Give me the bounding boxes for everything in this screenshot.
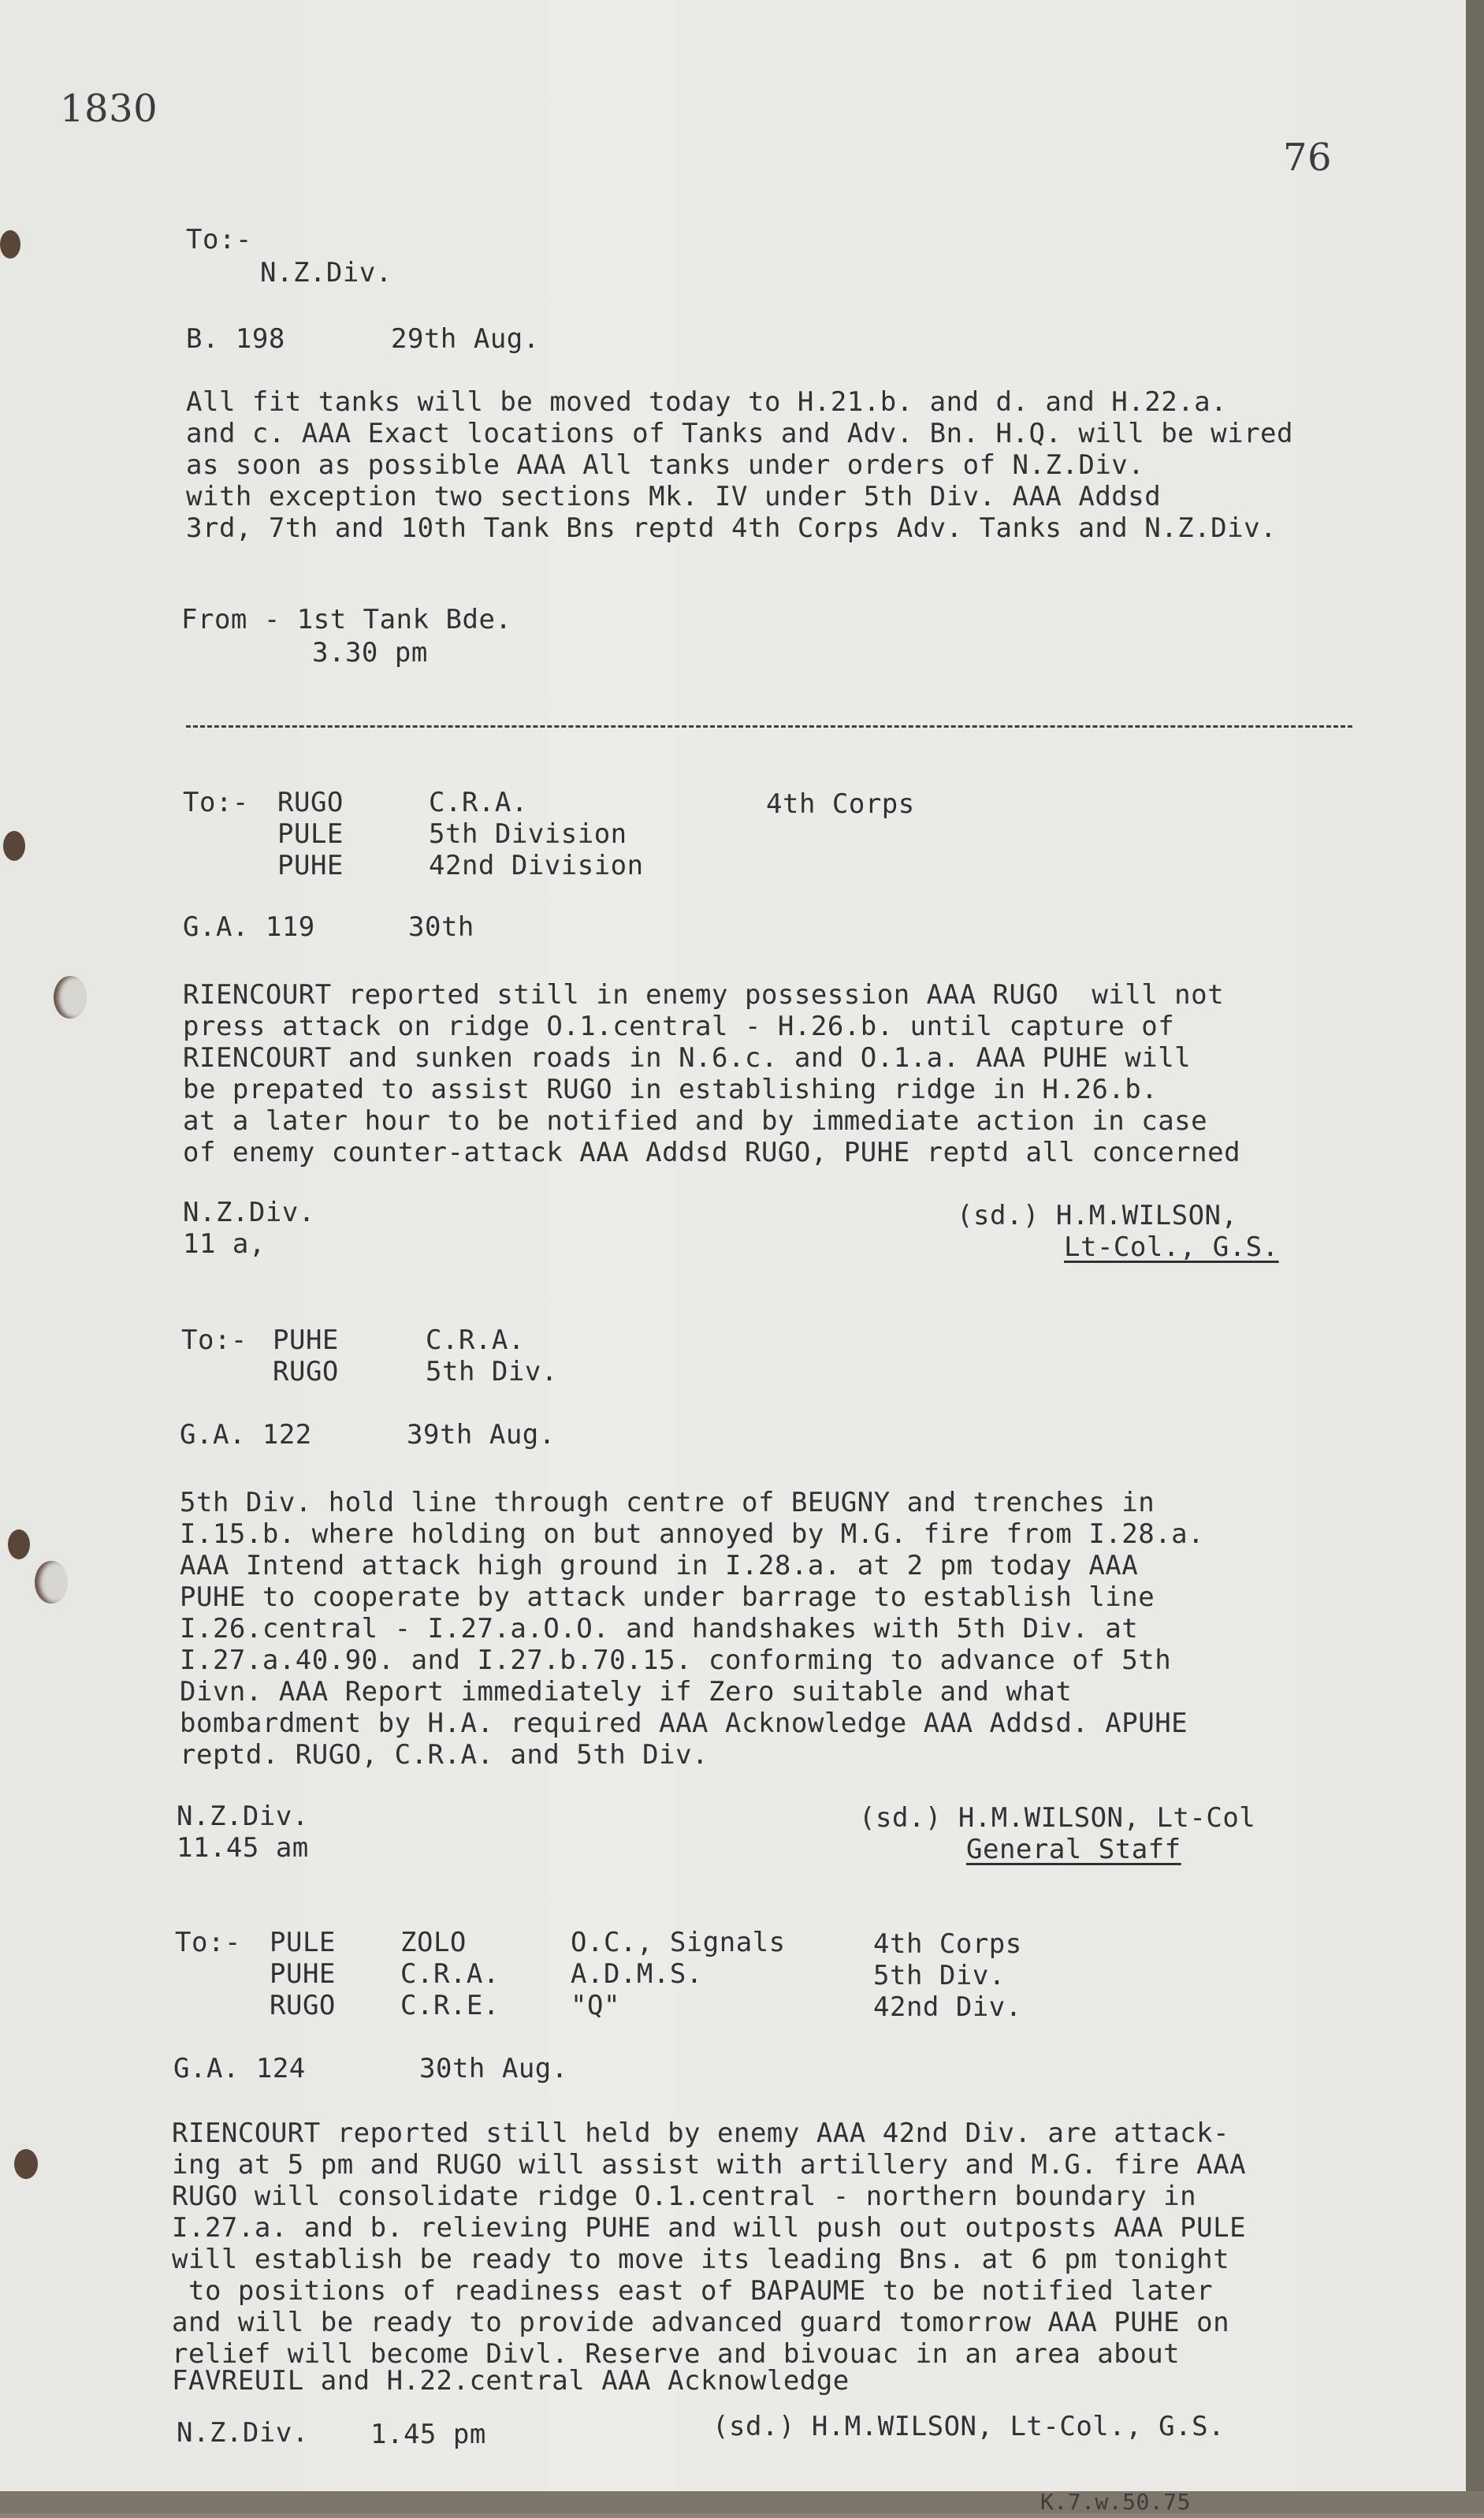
underlying-page-strip <box>0 2491 1484 2513</box>
addressee: C.R.A. <box>429 787 528 818</box>
body-line: reptd. RUGO, C.R.A. and 5th Div. <box>180 1739 709 1771</box>
body-line: and c. AAA Exact locations of Tanks and Adv. Bn. H.Q. will be wired <box>186 418 1293 449</box>
addressee: PULE <box>270 1927 336 1958</box>
body-line: I.26.central - I.27.a.O.O. and handshakes with 5th Div. at <box>180 1613 1139 1645</box>
punch-hole <box>8 1529 30 1559</box>
message-time: 1.45 pm <box>370 2419 486 2450</box>
signature: (sd.) H.M.WILSON, Lt-Col <box>859 1802 1256 1834</box>
body-line: PUHE to cooperate by attack under barrage to establish line <box>180 1581 1155 1613</box>
to-label: To:- <box>186 224 252 255</box>
message-date: 39th Aug. <box>407 1419 556 1451</box>
body-line: Divn. AAA Report immediately if Zero suitable and what <box>180 1676 1073 1708</box>
body-line: 3rd, 7th and 10th Tank Bns reptd 4th Corps Adv. Tanks and N.Z.Div. <box>186 512 1278 544</box>
addressee: PULE <box>277 818 344 850</box>
message-number: G.A. 122 <box>180 1419 312 1451</box>
origin: N.Z.Div. <box>177 1801 309 1832</box>
body-line: All fit tanks will be moved today to H.21.b. and d. and H.22.a. <box>186 386 1228 418</box>
body-line: AAA Intend attack high ground in I.28.a. at 2 pm today AAA <box>180 1550 1139 1581</box>
body-line: I.27.a.40.90. and I.27.b.70.15. conforming to advance of 5th <box>180 1645 1172 1676</box>
body-line: RIENCOURT and sunken roads in N.6.c. and O.1.a. AAA PUHE will <box>183 1042 1192 1074</box>
addressee: O.C., Signals <box>571 1927 786 1958</box>
message-number: G.A. 119 <box>183 911 315 943</box>
body-line: with exception two sections Mk. IV under 5th Div. AAA Addsd <box>186 481 1162 512</box>
body-line: 5th Div. hold line through centre of BEUGNY and trenches in <box>180 1487 1155 1518</box>
page-number: 76 <box>1283 136 1333 180</box>
from-line: From - 1st Tank Bde. <box>181 604 512 635</box>
addressee: PUHE <box>273 1324 339 1356</box>
to-label: To:- <box>183 787 249 818</box>
addressee: 5th Div. <box>873 1960 1006 1991</box>
addressee: PUHE <box>270 1958 336 1990</box>
origin: N.Z.Div. <box>183 1197 315 1228</box>
body-line: RUGO will consolidate ridge O.1.central - northern boundary in <box>172 2181 1197 2212</box>
body-line: at a later hour to be notified and by immediate action in case <box>183 1105 1208 1137</box>
addressee: C.R.A. <box>400 1958 500 1990</box>
body-line: press attack on ridge O.1.central - H.26.b. until capture of <box>183 1011 1175 1042</box>
body-line: I.27.a. and b. relieving PUHE and will push out outposts AAA PULE <box>172 2212 1247 2244</box>
addressee: C.R.E. <box>400 1990 500 2021</box>
punch-hole <box>14 2149 38 2179</box>
signature-rank: Lt-Col., G.S. <box>1064 1231 1279 1263</box>
message-date: 29th Aug. <box>391 323 540 355</box>
addressee: 42nd Div. <box>873 1991 1022 2023</box>
addressee: RUGO <box>270 1990 336 2021</box>
body-line: I.15.b. where holding on but annoyed by M.G. fire from I.28.a. <box>180 1518 1205 1550</box>
archive-folio-number: 1830 <box>60 87 158 131</box>
message-date: 30th Aug. <box>419 2053 568 2084</box>
signature: (sd.) H.M.WILSON, <box>957 1200 1238 1231</box>
body-line: be prepated to assist RUGO in establishing ridge in H.26.b. <box>183 1074 1159 1105</box>
body-line: FAVREUIL and H.22.central AAA Acknowledge <box>172 2365 850 2397</box>
body-line: and will be ready to provide advanced guard tomorrow AAA PUHE on <box>172 2307 1230 2338</box>
message-time: 3.30 pm <box>312 637 428 669</box>
body-line: of enemy counter-attack AAA Addsd RUGO, PUHE reptd all concerned <box>183 1137 1241 1168</box>
page-edge-shadow <box>1466 0 1484 2513</box>
signature: (sd.) H.M.WILSON, Lt-Col., G.S. <box>712 2411 1226 2442</box>
addressee: 4th Corps <box>873 1928 1022 1960</box>
addressee: C.R.A. <box>426 1324 525 1356</box>
message-number: B. 198 <box>186 323 285 355</box>
body-line: RIENCOURT reported still in enemy possession AAA RUGO will not <box>183 979 1225 1011</box>
punch-hole <box>3 831 25 861</box>
body-line: to positions of readiness east of BAPAUME to be notified later <box>172 2275 1214 2307</box>
body-line: as soon as possible AAA All tanks under orders of N.Z.Div. <box>186 449 1145 481</box>
origin: N.Z.Div. <box>177 2417 309 2449</box>
signature-rank: General Staff <box>966 1834 1181 1865</box>
body-line: will establish be ready to move its leading Bns. at 6 pm tonight <box>172 2244 1230 2275</box>
addressee: ZOLO <box>400 1927 467 1958</box>
addressee: 42nd Division <box>429 850 644 881</box>
addressee: A.D.M.S. <box>571 1958 703 1990</box>
message-time: 11 a, <box>183 1228 266 1260</box>
to-label: To:- <box>181 1324 247 1356</box>
message-date: 30th <box>408 911 474 943</box>
addressee: 5th Division <box>429 818 627 850</box>
addressee: 5th Div. <box>426 1356 558 1388</box>
punch-hole <box>35 1561 68 1604</box>
punch-hole <box>54 976 87 1019</box>
body-line: ing at 5 pm and RUGO will assist with artillery and M.G. fire AAA <box>172 2149 1247 2181</box>
body-line: bombardment by H.A. required AAA Acknowledge AAA Addsd. APUHE <box>180 1708 1188 1739</box>
underlying-page-reference: K.7.w.50.75 <box>1040 2489 1191 2515</box>
dashed-separator <box>186 725 1352 728</box>
addressee: 4th Corps <box>766 788 915 820</box>
punch-hole <box>0 230 20 259</box>
body-line: RIENCOURT reported still held by enemy AAA 42nd Div. are attack- <box>172 2118 1230 2149</box>
body-line: relief will become Divl. Reserve and bivouac in an area about <box>172 2338 1181 2370</box>
addressee: "Q" <box>571 1990 620 2021</box>
message-time: 11.45 am <box>177 1832 309 1864</box>
message-number: G.A. 124 <box>173 2053 306 2084</box>
addressee: PUHE <box>277 850 344 881</box>
addressee: RUGO <box>273 1356 339 1388</box>
to-label: To:- <box>175 1927 241 1958</box>
addressee: RUGO <box>277 787 344 818</box>
addressee: N.Z.Div. <box>260 257 392 289</box>
